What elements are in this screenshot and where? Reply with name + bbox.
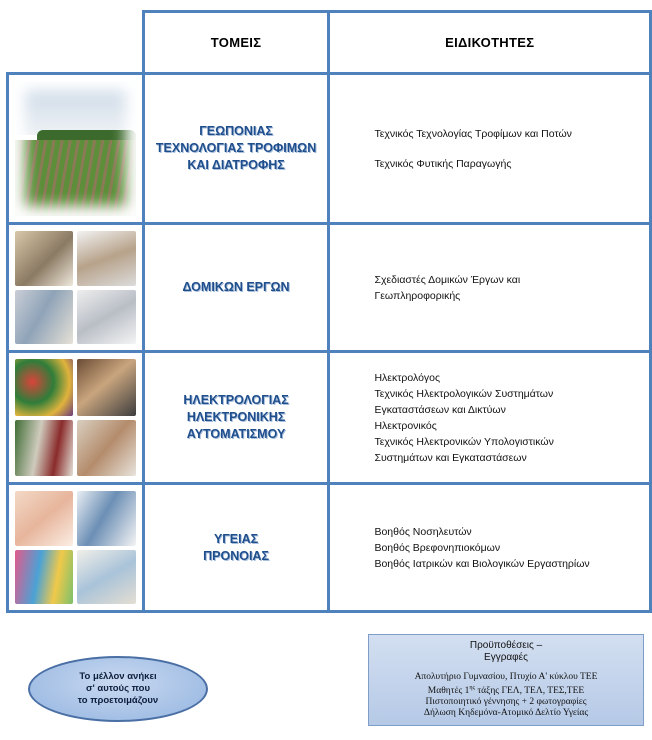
table-row (8, 74, 651, 224)
table-row (8, 352, 651, 484)
header-sectors: ΤΟΜΕΙΣ (143, 12, 329, 74)
specialties-construction: Σχεδιαστές Δομικών Έργων και Γεωπληροφορικής (329, 224, 651, 352)
table-row (8, 484, 651, 612)
construction-drawings-image (8, 224, 144, 352)
specialties-health: Βοηθός Νοσηλευτών Βοηθός Βρεφονηπιοκόμων Βοηθός Ιατρικών και Βιολογικών Εργαστηρίων (329, 484, 651, 612)
table-row (8, 224, 651, 352)
sector-construction: ΔΟΜΙΚΩΝ ΕΡΓΩΝ (143, 224, 329, 352)
specialties-electrical: Ηλεκτρολόγος Τεχνικός Ηλεκτρολογικών Συστημάτων Εγκαταστάσεων και Δικτύων Ηλεκτρονικός Τεχνικός Ηλεκτρονικών Υπολογιστικών Συστημάτων και Εγκαταστάσεων (329, 352, 651, 484)
requirements-subtitle: Εγγραφές (484, 652, 528, 663)
requirement-line: Μαθητές $1^{\eta\varsigma}$ τάξης ΓΕΛ, ΤΕΛ, ΤΕΣ,ΤΕΕ (427, 685, 585, 697)
requirements-box (368, 634, 644, 726)
motto-oval: Το μέλλον ανήκει σ' αυτούς που το προετοιμάζουν (28, 656, 208, 722)
sector-health: ΥΓΕΙΑΣ ΠΡΟΝΟΙΑΣ (143, 484, 329, 612)
agriculture-field-image (8, 74, 144, 224)
requirement-line: Απολυτήριο Γυμνασίου, Πτυχίο Α' κύκλου ΤΕΕ (414, 672, 598, 682)
requirements-title: Προϋποθέσεις – (469, 640, 543, 651)
sector-electrical: ΗΛΕΚΤΡΟΛΟΓΙΑΣ ΗΛΕΚΤΡΟΝΙΚΗΣ ΑΥΤΟΜΑΤΙΣΜΟΥ (143, 352, 329, 484)
header-specialties: ΕΙΔΙΚΟΤΗΤΕΣ (329, 12, 651, 74)
health-care-image (8, 484, 144, 612)
electronics-image (8, 352, 144, 484)
specialties-agriculture: Τεχνικός Τεχνολογίας Τροφίμων και Ποτών Τεχνικός Φυτικής Παραγωγής (329, 74, 651, 224)
empty-corner-cell (8, 12, 144, 74)
requirement-line: Δήλωση Κηδεμόνα-Ατομικό Δελτίο Υγείας (423, 708, 589, 719)
sectors-table (6, 10, 652, 613)
requirement-line: Πιστοποιητικό γέννησης + 2 φωτογραφίες (425, 697, 587, 708)
sector-agriculture: ΓΕΩΠΟΝΙΑΣ ΤΕΧΝΟΛΟΓΙΑΣ ΤΡΟΦΙΜΩΝ ΚΑΙ ΔΙΑΤΡΟΦΗΣ (143, 74, 329, 224)
